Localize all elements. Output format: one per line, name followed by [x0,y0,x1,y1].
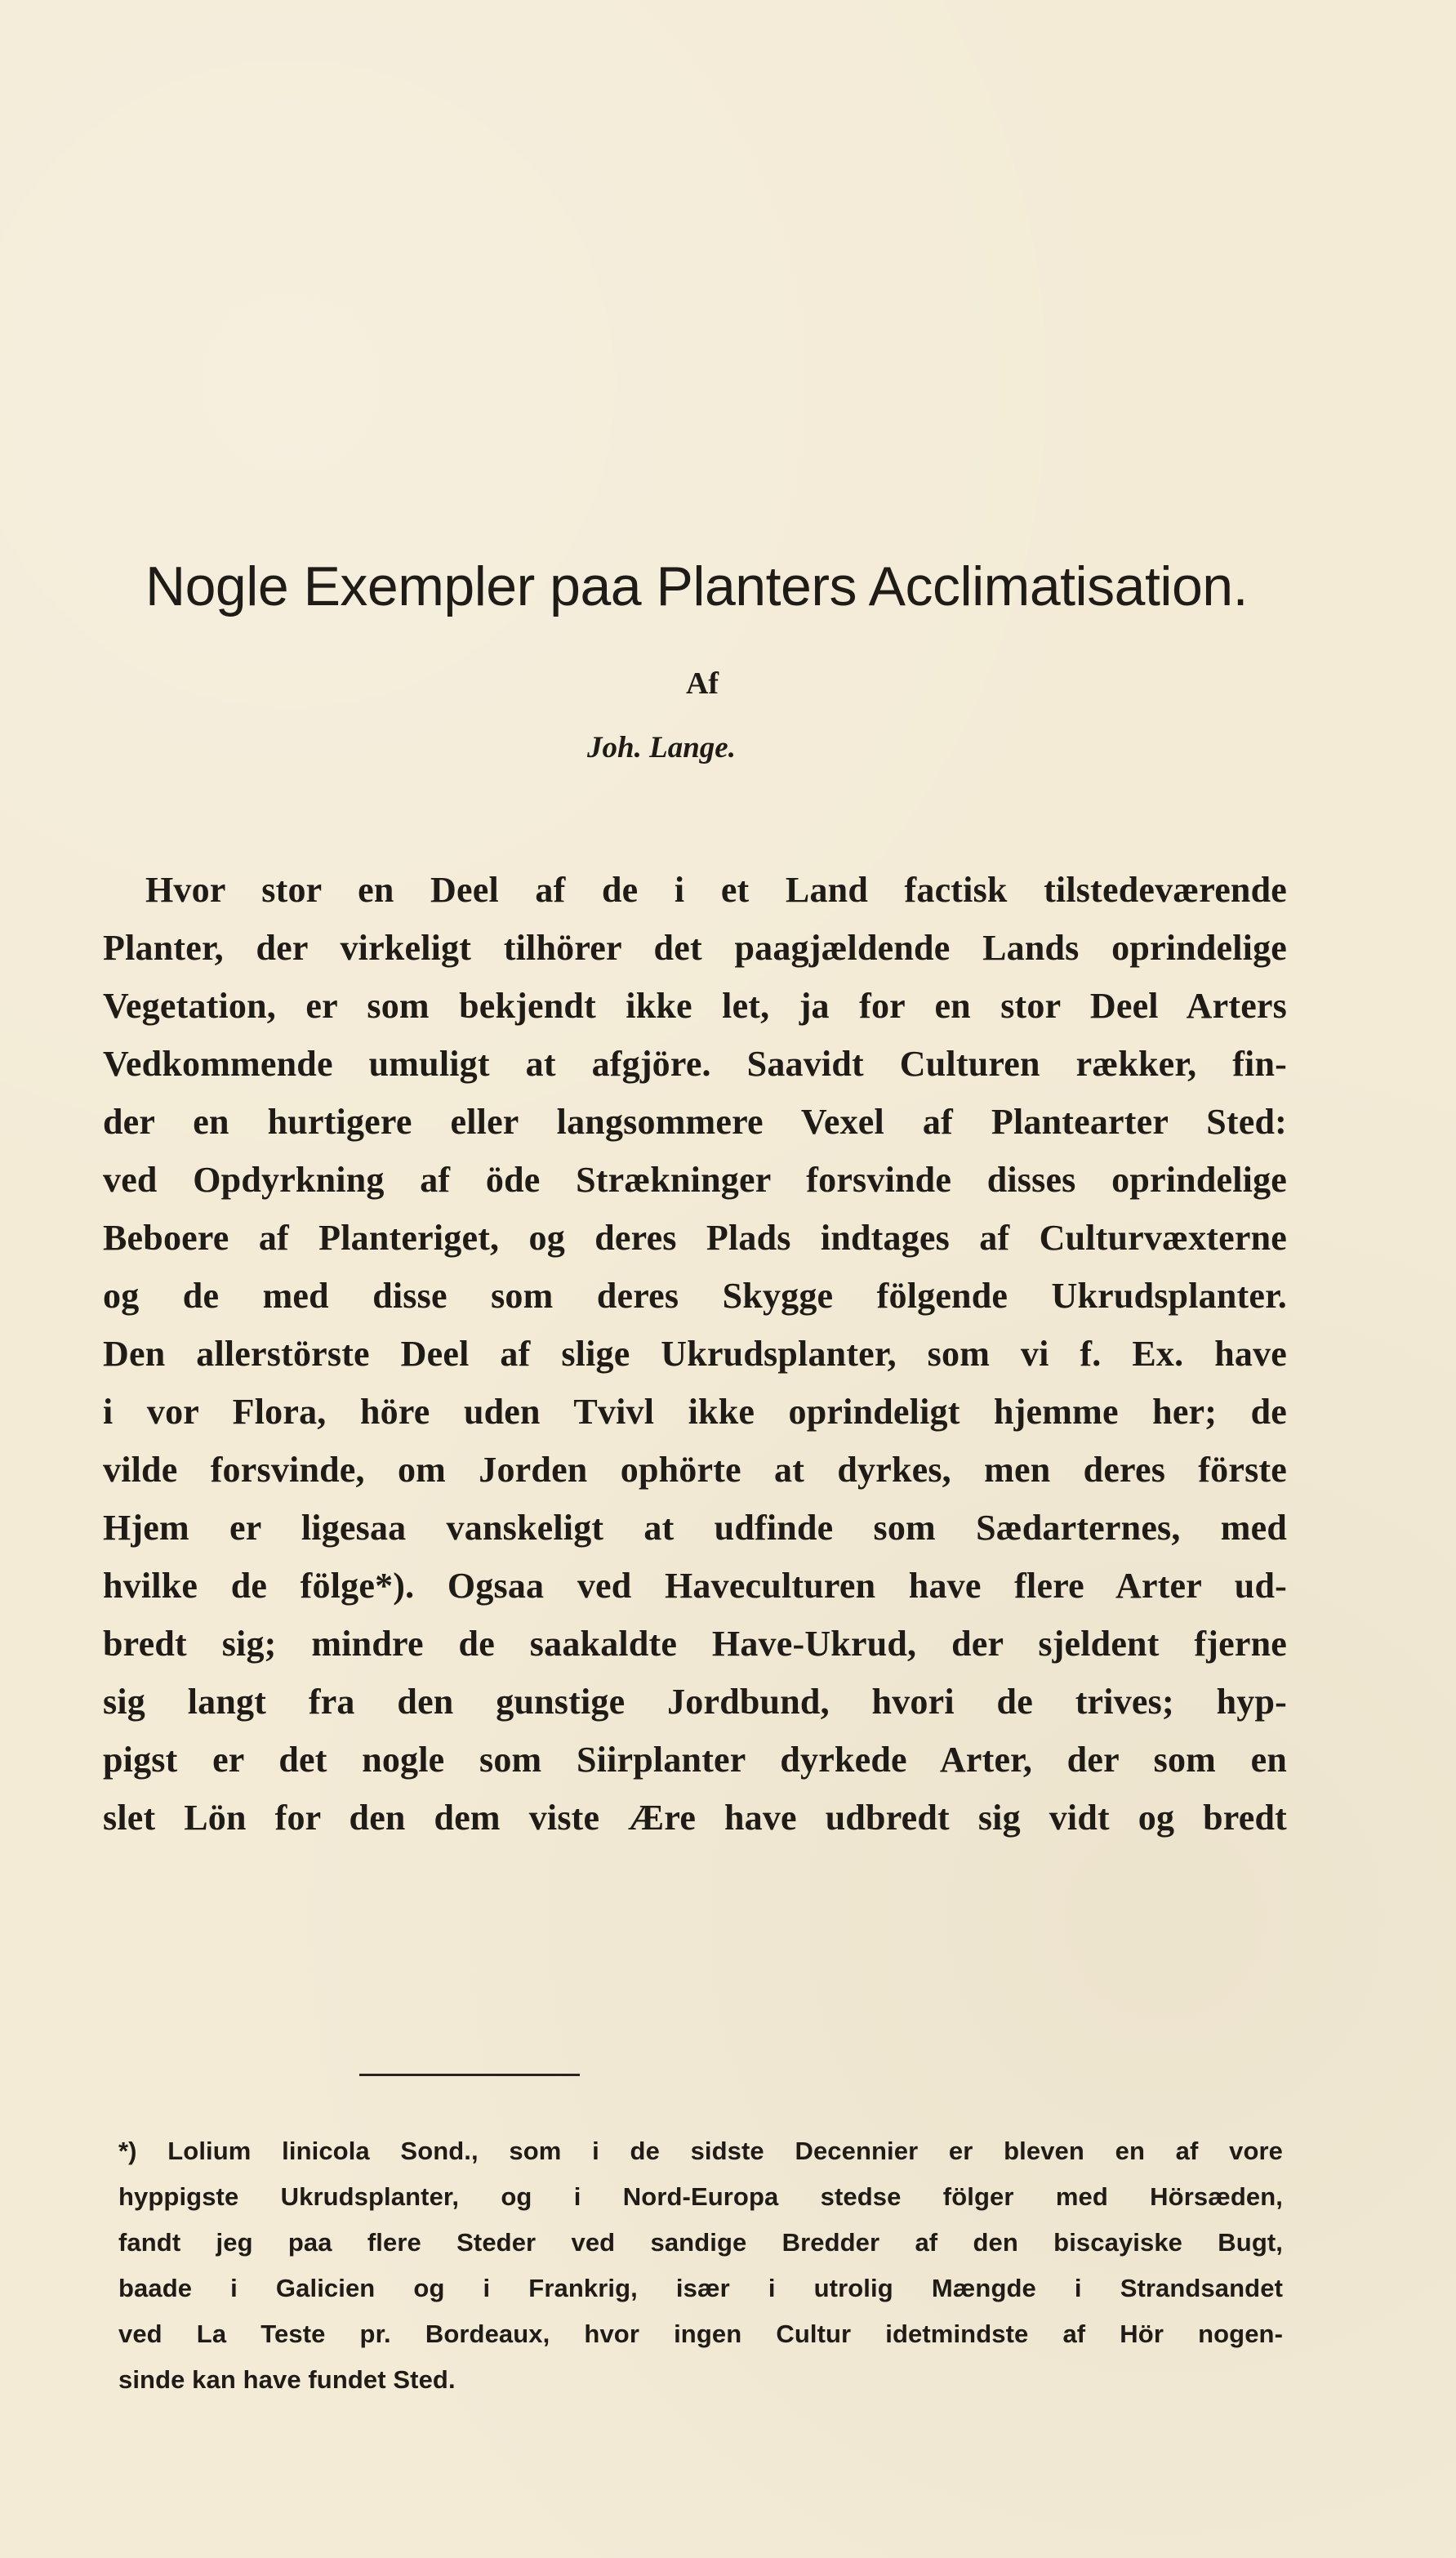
page-title: Nogle Exempler paa Planters Acclimatisation. [145,555,1248,617]
text-line: Hjem er ligesaa vanskeligt at udfinde som Sædarternes, med [103,1508,1287,1548]
text-line: sig langt fra den gunstige Jordbund, hvori de trives; hyp- [103,1682,1287,1722]
footnote-line: fandt jeg paa flere Steder ved sandige Bredder af den biscayiske Bugt, [118,2228,1283,2257]
text-line: vilde forsvinde, om Jorden ophörte at dyrkes, men deres förste [103,1450,1287,1490]
text-line: ved Opdyrkning af öde Strækninger forsvinde disses oprindelige [103,1160,1287,1200]
footnote-line: baade i Galicien og i Frankrig, især i utrolig Mængde i Strandsandet [118,2274,1283,2302]
text-line: pigst er det nogle som Siirplanter dyrkede Arter, der som en [103,1740,1287,1780]
byline-af: Af [685,666,719,701]
text-line: i vor Flora, höre uden Tvivl ikke oprindeligt hjemme her; de [103,1392,1287,1432]
text-line: og de med disse som deres Skygge fölgende Ukrudsplanter. [103,1276,1287,1316]
footnote-line: ved La Teste pr. Bordeaux, hvor ingen Cultur idetmindste af Hör nogen- [118,2320,1283,2348]
footnote-line: hyppigste Ukrudsplanter, og i Nord-Europa stedse fölger med Hörsæden, [118,2182,1283,2211]
author-name: Joh. Lange. [587,731,736,764]
text-line: Den allerstörste Deel af slige Ukrudsplanter, som vi f. Ex. have [103,1334,1287,1374]
text-line: Beboere af Planteriget, og deres Plads indtages af Culturvæxterne [103,1218,1287,1258]
text-line: Hvor stor en Deel af de i et Land factisk tilstedeværende [145,870,1287,910]
text-line: bredt sig; mindre de saakaldte Have-Ukrud, der sjeldent fjerne [103,1624,1287,1664]
text-line: Vedkommende umuligt at afgjöre. Saavidt Culturen rækker, fin- [103,1044,1287,1084]
footnote-line: *) Lolium linicola Sond., som i de sidste Decennier er bleven en af vore [118,2137,1283,2165]
footnote-line: sinde kan have fundet Sted. [118,2365,456,2394]
footnote [118,2128,1283,2403]
text-line: Vegetation, er som bekjendt ikke let, ja for en stor Deel Arters [103,986,1287,1026]
text-line: der en hurtigere eller langsommere Vexel af Plantearter Sted: [103,1102,1287,1142]
footnote-divider [359,2074,580,2076]
text-line: hvilke de fölge*). Ogsaa ved Haveculturen have flere Arter ud- [103,1566,1287,1606]
text-line: slet Lön for den dem viste Ære have udbredt sig vidt og bredt [103,1798,1287,1838]
main-text [103,861,1287,1847]
text-line: Planter, der virkeligt tilhörer det paagjældende Lands oprindelige [103,928,1287,968]
